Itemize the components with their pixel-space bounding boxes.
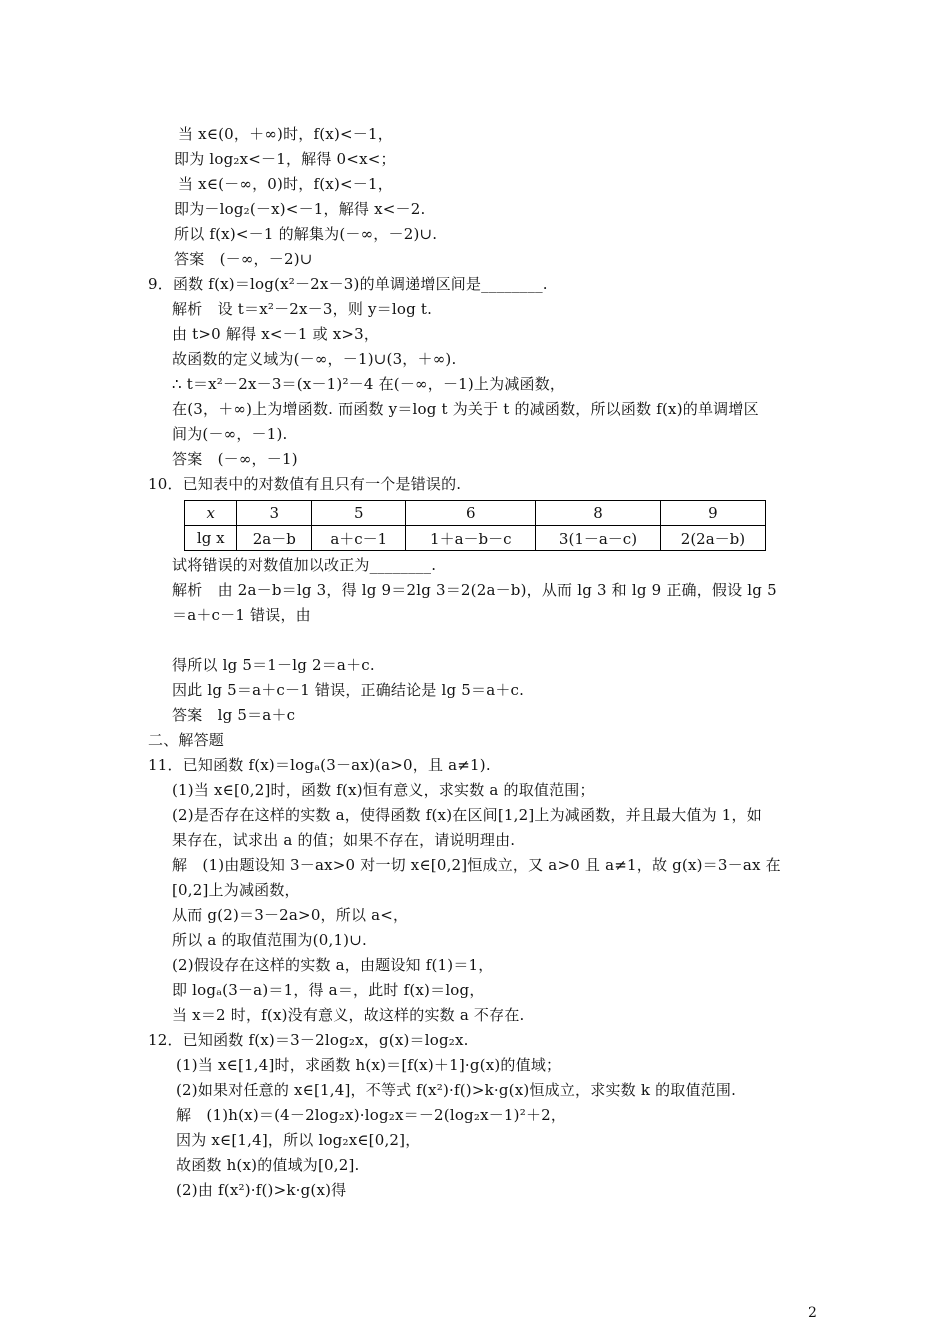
text-line: (1)当 x∈[0,2]时，函数 f(x)恒有意义，求实数 a 的取值范围； [172, 781, 595, 799]
question-11: 11．已知函数 f(x)＝logₐ(3－ax)(a>0，且 a≠1). [148, 756, 491, 774]
table-cell: 3 [237, 501, 312, 526]
table-cell: x [185, 501, 237, 526]
text-line: 即为－log₂(－x)<－1，解得 x<－2. [174, 200, 426, 218]
text-line: 答案 (－∞，－2)∪ [174, 250, 313, 268]
text-line: 所以 a 的取值范围为(0,1)∪. [172, 931, 367, 949]
table-row [185, 501, 766, 526]
text-line: 解 (1)h(x)＝(4－2log₂x)·log₂x＝－2(log₂x－1)²＋2， [176, 1106, 567, 1124]
text-line: 当 x∈(0，＋∞)时，f(x)<－1， [178, 125, 393, 143]
question-10: 10．已知表中的对数值有且只有一个是错误的. [148, 475, 462, 493]
text-line: 因为 x∈[1,4]，所以 log₂x∈[0,2]， [176, 1131, 421, 1149]
text-line: 解析 设 t＝x²－2x－3，则 y＝log t. [172, 300, 433, 318]
table-cell: 8 [536, 501, 661, 526]
text-line: 当 x＝2 时，f(x)没有意义，故这样的实数 a 不存在. [172, 1006, 525, 1024]
table-cell: 5 [312, 501, 406, 526]
text-line: 从而 g(2)＝3－2a>0，所以 a<， [172, 906, 409, 924]
text-line: 解析 由 2a－b＝lg 3，得 lg 9＝2lg 3＝2(2a－b)，从而 lg 3 和 lg 9 正确，假设 lg 5 [172, 581, 777, 599]
text-line: 得所以 lg 5＝1－lg 2＝a＋c. [172, 656, 375, 674]
text-line: 试将错误的对数值加以改正为________. [172, 556, 437, 574]
text-line: (2)由 f(x²)·f()>k·g(x)得 [176, 1181, 347, 1199]
table-cell: 3(1－a－c) [536, 526, 661, 551]
text-line: 由 t>0 解得 x<－1 或 x>3， [172, 325, 380, 343]
table-cell: 2a－b [237, 526, 312, 551]
text-line: 解 (1)由题设知 3－ax>0 对一切 x∈[0,2]恒成立，又 a>0 且 a≠1，故 g(x)＝3－ax 在 [172, 856, 781, 874]
text-line: 因此 lg 5＝a＋c－1 错误，正确结论是 lg 5＝a＋c. [172, 681, 525, 699]
log-value-table [184, 500, 766, 551]
text-line: 故函数 h(x)的值域为[0,2]. [176, 1156, 360, 1174]
text-line: 当 x∈(－∞，0)时，f(x)<－1， [178, 175, 393, 193]
table-cell: 9 [660, 501, 765, 526]
text-line: 即为 log₂x<－1，解得 0<x<； [174, 150, 396, 168]
table-cell: a＋c－1 [312, 526, 406, 551]
text-line: 答案 lg 5＝a＋c [172, 706, 296, 724]
table-cell: 6 [406, 501, 536, 526]
text-line: (2)假设存在这样的实数 a，由题设知 f(1)＝1， [172, 956, 494, 974]
text-line: [0,2]上为减函数， [172, 881, 300, 899]
text-line: ＝a＋c－1 错误，由 [172, 606, 311, 624]
table-cell: 2(2a－b) [660, 526, 765, 551]
text-line: 在(3，＋∞)上为增函数. 而函数 y＝log t 为关于 t 的减函数，所以函数 f(x)的单调增区 [172, 400, 759, 418]
text-line: (1)当 x∈[1,4]时，求函数 h(x)＝[f(x)＋1]·g(x)的值域； [176, 1056, 562, 1074]
text-line: (2)是否存在这样的实数 a，使得函数 f(x)在区间[1,2]上为减函数，并且最大值为 1，如 [172, 806, 762, 824]
text-line: (2)如果对任意的 x∈[1,4]，不等式 f(x²)·f()>k·g(x)恒成立，求实数 k 的取值范围. [176, 1081, 737, 1099]
question-9: 9．函数 f(x)＝log(x²－2x－3)的单调递增区间是________. [148, 275, 548, 293]
text-line: ∴ t＝x²－2x－3＝(x－1)²－4 在(－∞，－1)上为减函数， [172, 375, 566, 393]
section-heading: 二、解答题 [148, 731, 225, 749]
table-row [185, 526, 766, 551]
page-number: 2 [808, 1305, 817, 1321]
text-line: 答案 (－∞，－1) [172, 450, 298, 468]
table-cell: 1＋a－b－c [406, 526, 536, 551]
text-line: 即 logₐ(3－a)＝1，得 a＝，此时 f(x)＝log， [172, 981, 485, 999]
text-line: 间为(－∞，－1). [172, 425, 288, 443]
question-12: 12．已知函数 f(x)＝3－2log₂x，g(x)＝log₂x. [148, 1031, 469, 1049]
text-line: 果存在，试求出 a 的值；如果不存在，请说明理由. [172, 831, 516, 849]
table-cell: lg x [185, 526, 237, 551]
text-line: 故函数的定义域为(－∞，－1)∪(3，＋∞). [172, 350, 457, 368]
text-line: 所以 f(x)<－1 的解集为(－∞，－2)∪. [174, 225, 438, 243]
